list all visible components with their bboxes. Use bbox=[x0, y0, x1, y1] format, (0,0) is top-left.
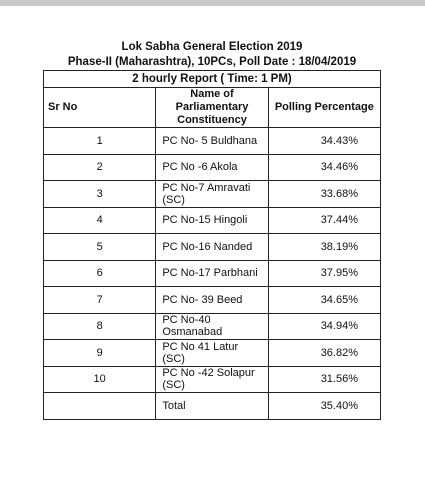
total-polling-percentage: 35.40% bbox=[268, 393, 380, 420]
cell-sr-no: 10 bbox=[44, 366, 156, 393]
cell-polling-percentage: 34.94% bbox=[268, 313, 380, 340]
total-row bbox=[44, 393, 381, 420]
cell-polling-percentage: 36.82% bbox=[268, 340, 380, 367]
cell-constituency: PC No-17 Parbhani bbox=[156, 260, 268, 287]
cell-polling-percentage: 34.46% bbox=[268, 154, 380, 181]
header-constituency: Name of Parliamentary Constituency bbox=[156, 88, 268, 128]
cell-polling-percentage: 34.43% bbox=[268, 128, 380, 155]
cell-constituency: PC No- 5 Buldhana bbox=[156, 128, 268, 155]
table-row bbox=[44, 366, 381, 393]
cell-constituency: PC No -6 Akola bbox=[156, 154, 268, 181]
document-subtitle: Phase-II (Maharashtra), 10PCs, Poll Date : 18/04/2019 bbox=[43, 55, 381, 71]
cell-polling-percentage: 38.19% bbox=[268, 234, 380, 261]
table-row bbox=[44, 260, 381, 287]
table-row bbox=[44, 207, 381, 234]
total-label: Total bbox=[156, 393, 268, 420]
report-time: 2 hourly Report ( Time: 1 PM) bbox=[44, 71, 381, 88]
header-row bbox=[44, 88, 381, 128]
cell-polling-percentage: 33.68% bbox=[268, 181, 380, 208]
cell-constituency: PC No-15 Hingoli bbox=[156, 207, 268, 234]
cell-constituency: PC No -42 Solapur (SC) bbox=[156, 366, 268, 393]
table-row bbox=[44, 287, 381, 314]
table-row bbox=[44, 340, 381, 367]
cell-sr-no: 2 bbox=[44, 154, 156, 181]
header-sr-no: Sr No bbox=[44, 88, 156, 128]
cell-constituency: PC No 41 Latur (SC) bbox=[156, 340, 268, 367]
table-row bbox=[44, 181, 381, 208]
report-row bbox=[44, 71, 381, 88]
cell-constituency: PC No-16 Nanded bbox=[156, 234, 268, 261]
cell-constituency: PC No- 39 Beed bbox=[156, 287, 268, 314]
cell-sr-no: 8 bbox=[44, 313, 156, 340]
cell-polling-percentage: 34.65% bbox=[268, 287, 380, 314]
cell-polling-percentage: 31.56% bbox=[268, 366, 380, 393]
table-row bbox=[44, 154, 381, 181]
cell-constituency: PC No-40 Osmanabad bbox=[156, 313, 268, 340]
table-row bbox=[44, 128, 381, 155]
document-title: Lok Sabha General Election 2019 bbox=[121, 41, 303, 53]
header-polling-percentage: Polling Percentage bbox=[268, 88, 380, 128]
polling-table bbox=[43, 71, 381, 420]
cell-sr-no: 1 bbox=[44, 128, 156, 155]
table-row bbox=[44, 234, 381, 261]
cell-sr-no: 5 bbox=[44, 234, 156, 261]
top-edge-bar bbox=[0, 0, 425, 6]
cell-sr-no: 3 bbox=[44, 181, 156, 208]
cell-sr-no: 7 bbox=[44, 287, 156, 314]
table-row bbox=[44, 313, 381, 340]
cell-sr-no: 4 bbox=[44, 207, 156, 234]
cell-polling-percentage: 37.95% bbox=[268, 260, 380, 287]
cell-constituency: PC No-7 Amravati (SC) bbox=[156, 181, 268, 208]
election-report-document bbox=[43, 40, 381, 420]
cell-sr-no: 9 bbox=[44, 340, 156, 367]
cell-polling-percentage: 37.44% bbox=[268, 207, 380, 234]
total-sr-no bbox=[44, 393, 156, 420]
cell-sr-no: 6 bbox=[44, 260, 156, 287]
